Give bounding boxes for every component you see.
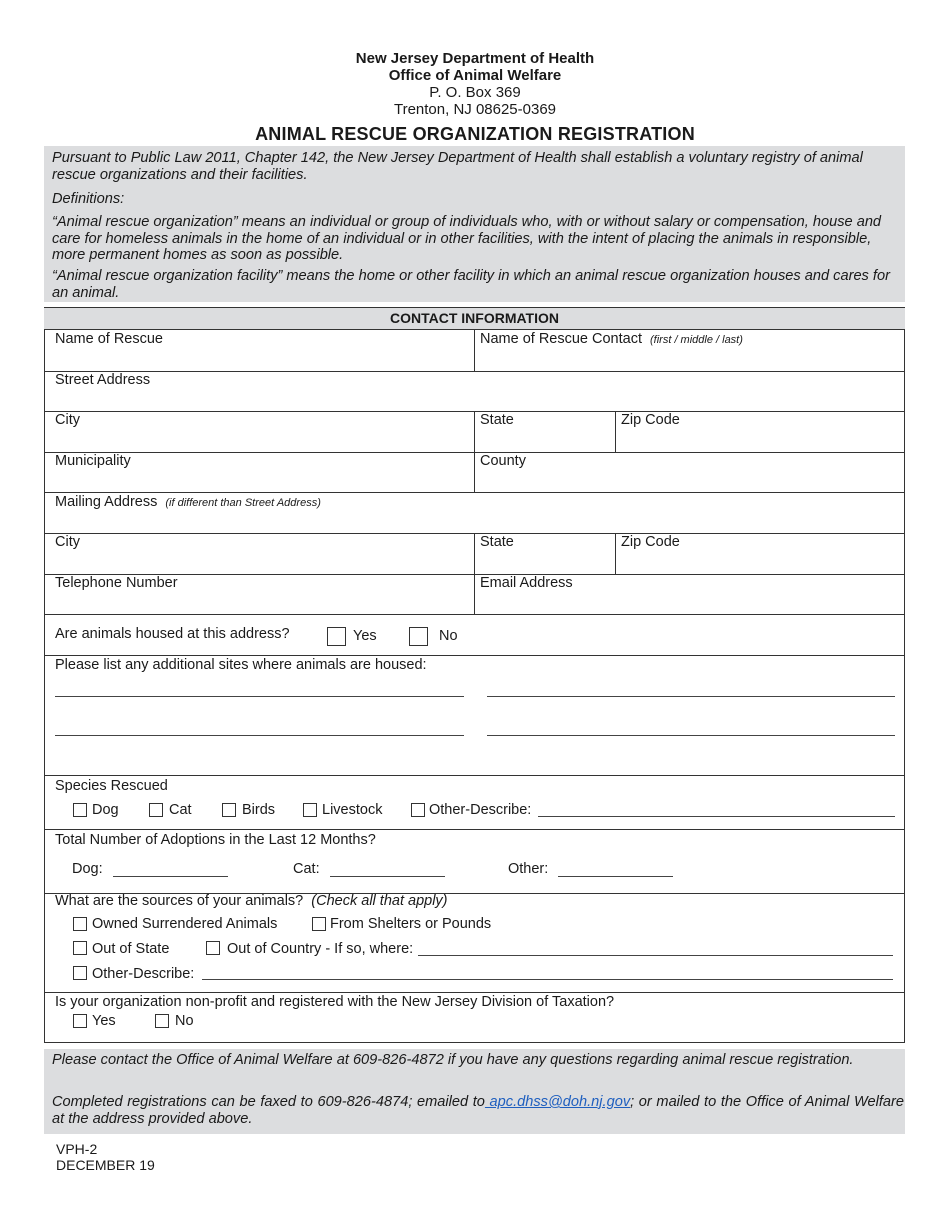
site-line-1[interactable] xyxy=(55,696,464,697)
state-field[interactable]: State xyxy=(480,412,514,428)
source-out-of-country-label: Out of Country - If so, where: xyxy=(227,941,414,957)
def-organization: “Animal rescue organization” means an individual or group of individuals who, with or without salary or compensation, house and care for homeless animals in the home of an individual or in other facilities, with the intent of placing the animals in responsible, more permanent homes as soon as possible. xyxy=(52,214,882,263)
name-of-rescue-field[interactable]: Name of Rescue xyxy=(55,331,163,347)
site-line-4[interactable] xyxy=(487,735,895,736)
email-link[interactable]: apc.dhss@doh.nj.gov xyxy=(484,1094,631,1110)
species-dog-checkbox[interactable] xyxy=(73,803,87,817)
source-out-of-country-checkbox[interactable] xyxy=(206,941,220,955)
office-name: Office of Animal Welfare xyxy=(388,67,562,84)
mailing-address-field[interactable]: Mailing Address (if different than Street Address) xyxy=(55,494,321,510)
footer-contact-text: Please contact the Office of Animal Welfare at 609-826-4872 if you have any questions regarding animal rescue registration. xyxy=(52,1052,854,1068)
adoptions-question: Total Number of Adoptions in the Last 12 Months? xyxy=(55,832,376,848)
sources-question: What are the sources of your animals? (Check all that apply) xyxy=(55,893,448,909)
species-cat-checkbox[interactable] xyxy=(149,803,163,817)
adoptions-other-label: Other: xyxy=(508,861,549,877)
rescue-contact-field[interactable]: Name of Rescue Contact (first / middle / last) xyxy=(480,331,743,347)
housed-yes-checkbox[interactable] xyxy=(327,627,346,646)
nonprofit-no-label: No xyxy=(175,1013,194,1029)
zip-field[interactable]: Zip Code xyxy=(621,412,680,428)
mailing-city-field[interactable]: City xyxy=(55,534,80,550)
species-other-label: Other-Describe: xyxy=(429,802,532,818)
housed-question: Are animals housed at this address? xyxy=(55,626,290,642)
adoptions-dog-line[interactable] xyxy=(113,876,228,877)
section-title: CONTACT INFORMATION xyxy=(44,308,905,329)
species-dog-label: Dog xyxy=(92,802,119,818)
city-line: Trenton, NJ 08625-0369 xyxy=(393,101,557,118)
def-facility: “Animal rescue organization facility” means the home or other facility in which an animal rescue organization houses and cares for an animal. xyxy=(52,268,890,301)
housed-no-checkbox[interactable] xyxy=(409,627,428,646)
adoptions-cat-line[interactable] xyxy=(330,876,445,877)
po-box: P. O. Box 369 xyxy=(429,84,521,101)
nonprofit-yes-label: Yes xyxy=(92,1013,116,1029)
species-label: Species Rescued xyxy=(55,778,168,794)
source-out-of-state-checkbox[interactable] xyxy=(73,941,87,955)
housed-yes-label: Yes xyxy=(353,628,377,644)
housed-no-label: No xyxy=(439,628,458,644)
species-livestock-label: Livestock xyxy=(322,802,383,818)
site-line-3[interactable] xyxy=(55,735,464,736)
additional-sites-label: Please list any additional sites where animals are housed: xyxy=(55,657,427,673)
page-title: ANIMAL RESCUE ORGANIZATION REGISTRATION xyxy=(255,124,695,144)
species-other-line[interactable] xyxy=(538,816,895,817)
source-other-line[interactable] xyxy=(202,979,893,980)
mailing-state-field[interactable]: State xyxy=(480,534,514,550)
city-field[interactable]: City xyxy=(55,412,80,428)
form-id: VPH-2 xyxy=(56,1141,98,1157)
dept-name: New Jersey Department of Health xyxy=(355,50,595,67)
nonprofit-yes-checkbox[interactable] xyxy=(73,1014,87,1028)
source-other-label: Other-Describe: xyxy=(92,966,195,982)
species-birds-checkbox[interactable] xyxy=(222,803,236,817)
intro-law: Pursuant to Public Law 2011, Chapter 142, the New Jersey Department of Health shall establish a voluntary registry of animal rescue organizations and their facilities. xyxy=(52,150,863,183)
source-shelters-label: From Shelters or Pounds xyxy=(330,916,492,932)
source-shelters-checkbox[interactable] xyxy=(312,917,326,931)
municipality-field[interactable]: Municipality xyxy=(55,453,131,469)
out-of-country-line[interactable] xyxy=(418,955,893,956)
adoptions-cat-label: Cat: xyxy=(293,861,320,877)
street-address-field[interactable]: Street Address xyxy=(55,372,151,388)
telephone-field[interactable]: Telephone Number xyxy=(55,575,178,591)
form-date: DECEMBER 19 xyxy=(56,1157,155,1173)
adoptions-other-line[interactable] xyxy=(558,876,673,877)
source-other-checkbox[interactable] xyxy=(73,966,87,980)
adoptions-dog-label: Dog: xyxy=(72,861,103,877)
nonprofit-question: Is your organization non-profit and registered with the New Jersey Division of Taxation? xyxy=(55,994,615,1010)
species-birds-label: Birds xyxy=(242,802,276,818)
definitions-label: Definitions: xyxy=(52,191,125,207)
species-cat-label: Cat xyxy=(169,802,192,818)
county-field[interactable]: County xyxy=(480,453,526,469)
species-livestock-checkbox[interactable] xyxy=(303,803,317,817)
source-out-of-state-label: Out of State xyxy=(92,941,170,957)
nonprofit-no-checkbox[interactable] xyxy=(155,1014,169,1028)
email-field[interactable]: Email Address xyxy=(480,575,573,591)
mailing-zip-field[interactable]: Zip Code xyxy=(621,534,680,550)
species-other-checkbox[interactable] xyxy=(411,803,425,817)
source-owned-label: Owned Surrendered Animals xyxy=(92,916,278,932)
footer-completed-text: Completed registrations can be faxed to 609-826-4874; emailed to apc.dhss@doh.nj.gov; or mailed to the Office of Animal Welfare at the address provided above. xyxy=(52,1094,904,1127)
site-line-2[interactable] xyxy=(487,696,895,697)
source-owned-checkbox[interactable] xyxy=(73,917,87,931)
